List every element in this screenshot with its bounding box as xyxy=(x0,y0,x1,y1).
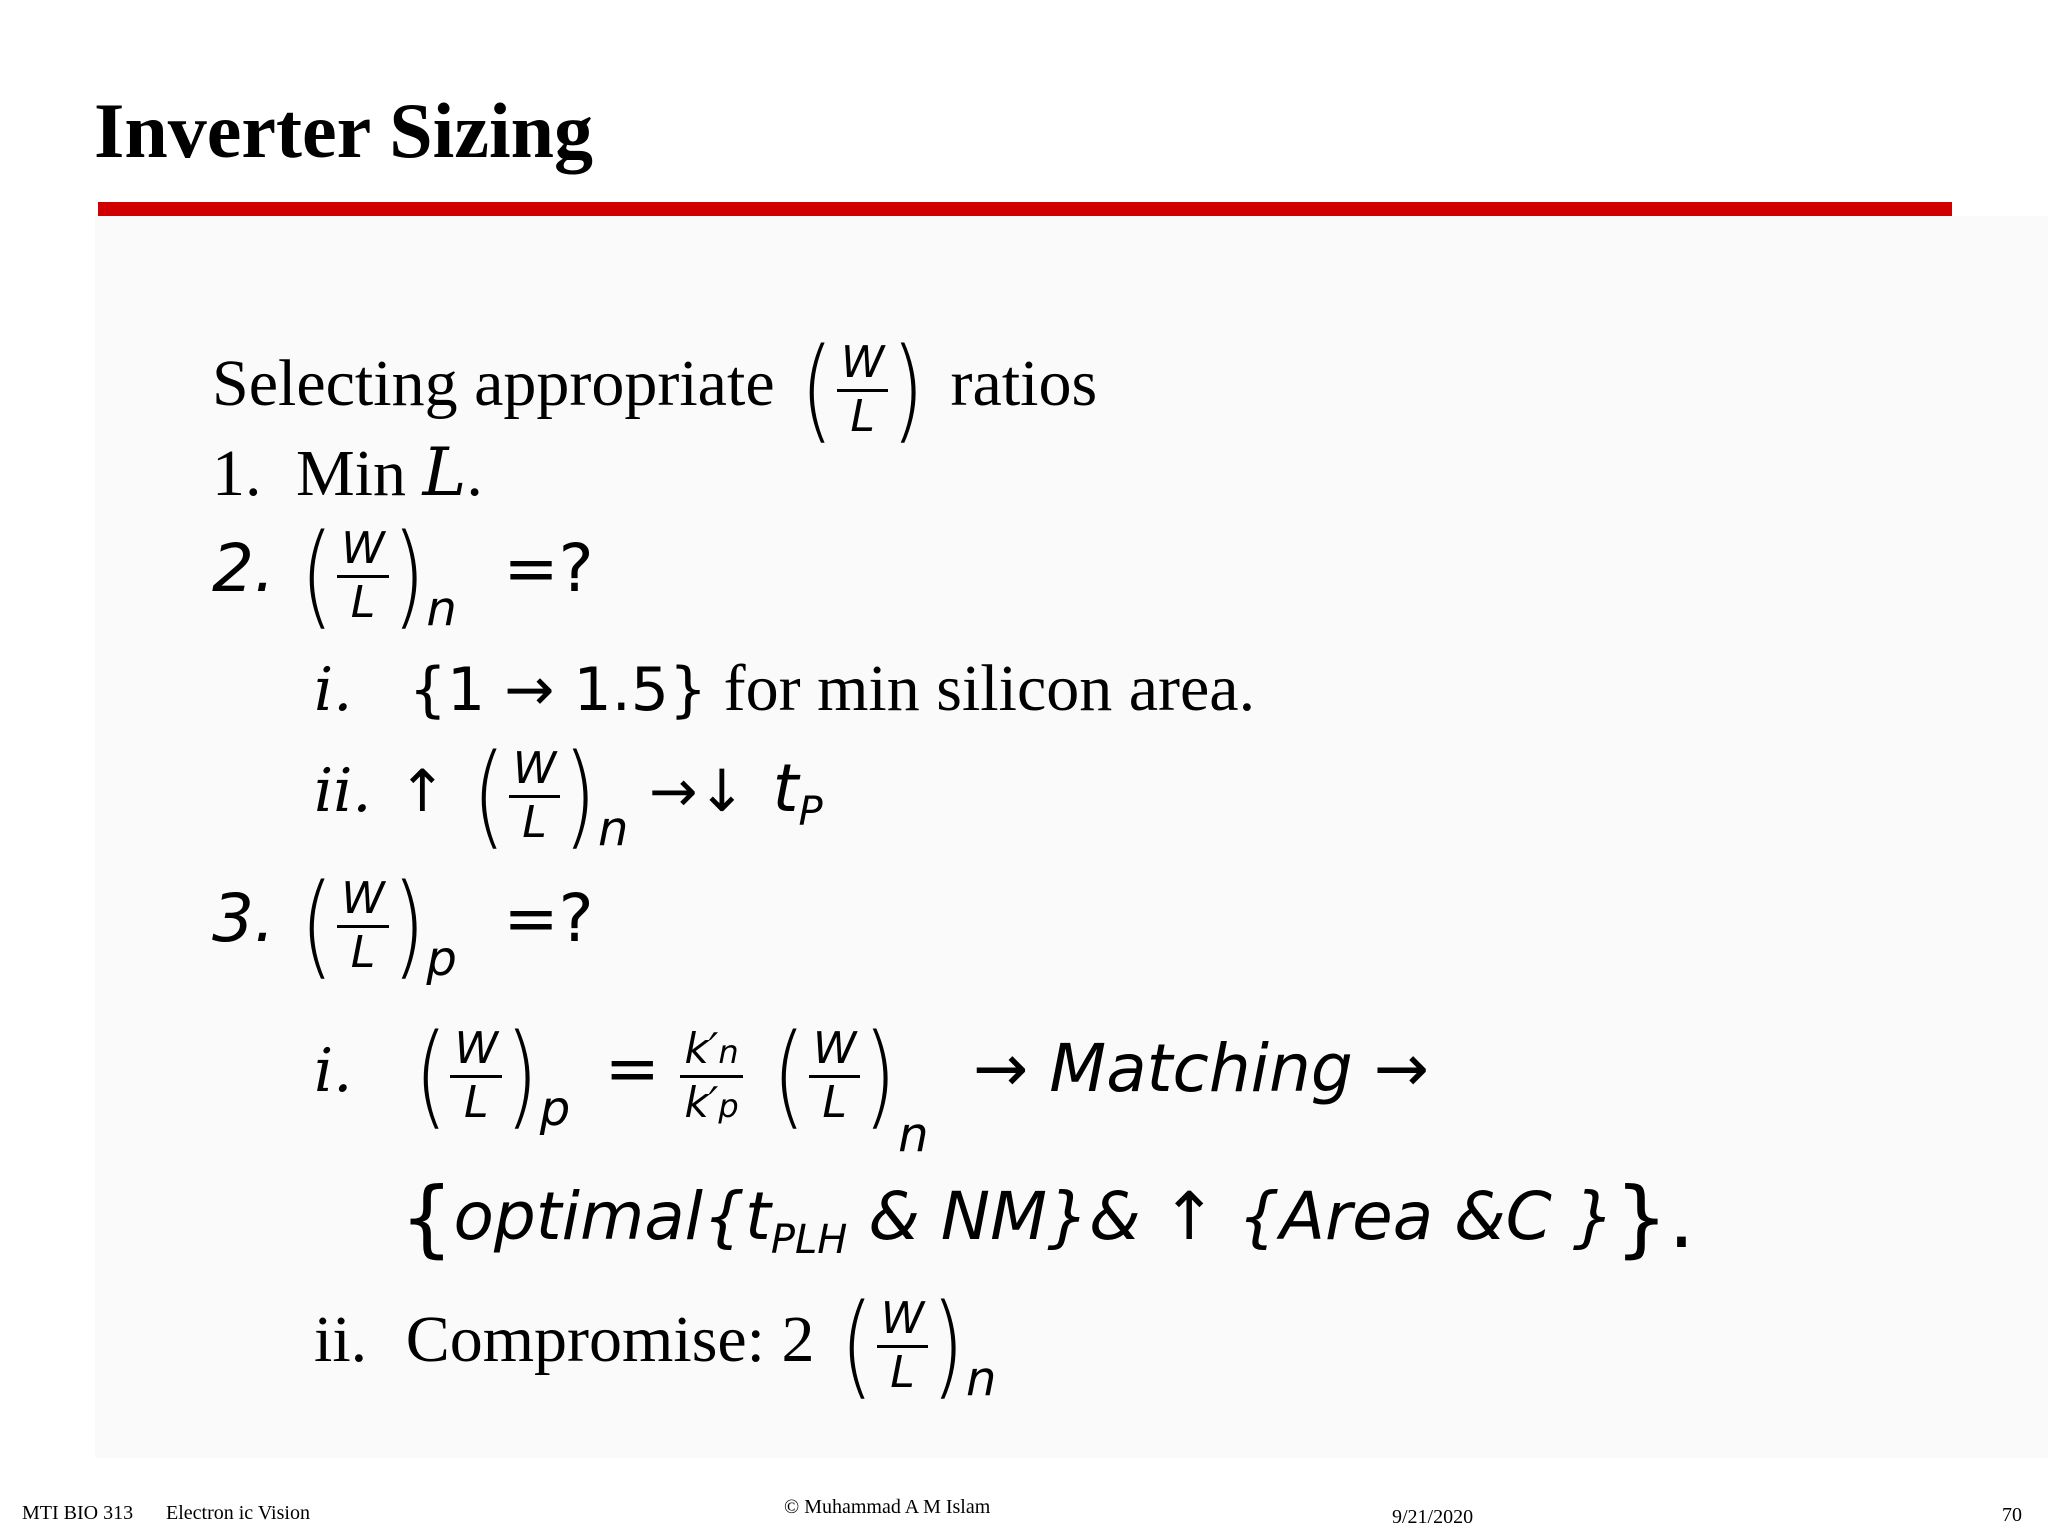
slide-title: Inverter Sizing xyxy=(94,87,594,174)
item-2-i-range: {1 → 1.5} xyxy=(408,655,708,725)
footer-author: © Muhammad A M Islam xyxy=(784,1496,991,1518)
item-3 xyxy=(212,861,594,991)
item-2-ii-arrows: →↓ xyxy=(648,757,747,826)
item-3-eq: =? xyxy=(503,880,594,958)
intro-line xyxy=(212,325,1098,455)
w-over-l-fraction: ( $\frac{W}{L}$ )$_p$ xyxy=(300,861,457,991)
item-2-ii: ii. ↑ ( $\frac{W}{L}$ )$_n$ →↓ $t_P$ xyxy=(314,731,823,861)
k-prime-ratio: $\frac{k'n}{k'p}$ xyxy=(680,1026,742,1125)
intro-suffix: ratios xyxy=(950,347,1098,421)
item-2-ii-label: ii. xyxy=(314,756,372,827)
item-2-i-suffix: for min silicon area. xyxy=(723,652,1256,725)
item-2-i xyxy=(314,652,1256,725)
w-over-l-fraction: ( $\frac{W}{L}$ )$_n$ xyxy=(300,511,457,641)
item-1-var: L xyxy=(422,434,467,511)
item-3-i-continuation: {$optimal\{t_{PLH}$ & NM}& ↑ {Area &C }}. xyxy=(400,1169,1695,1267)
item-2-eq: =? xyxy=(503,530,594,608)
item-3-i-eq: = xyxy=(604,1030,660,1108)
w-over-l-fraction: ( $\frac{W}{L}$ )$_p$ xyxy=(414,1011,571,1141)
item-2-ii-t: t xyxy=(772,750,799,828)
item-2-number: 2. xyxy=(212,530,275,608)
item-1: 1. Min L. xyxy=(212,434,483,511)
item-3-i-label: i. xyxy=(314,1036,353,1107)
w-over-l-fraction: ( $\frac{W}{L}$ )$_n$ xyxy=(772,1011,929,1164)
item-3-i xyxy=(314,1011,1429,1164)
intro-text: Selecting appropriate xyxy=(212,347,775,421)
item-2 xyxy=(212,511,594,641)
up-arrow-icon: ↑ xyxy=(397,757,447,826)
item-1-number: 1. xyxy=(212,437,262,510)
w-over-l-fraction: ( $\frac{W}{L}$ )$_n$ xyxy=(840,1281,997,1411)
item-3-ii xyxy=(314,1281,1000,1411)
item-3-ii-text: Compromise: 2 xyxy=(405,1303,815,1377)
footer-date: 9/21/2020 xyxy=(1392,1506,1474,1528)
item-3-number: 3. xyxy=(212,880,275,958)
w-over-l-fraction: ( $\frac{W}{L}$ ) xyxy=(800,325,925,455)
item-3-ii-label: ii. xyxy=(314,1303,368,1377)
w-over-l-fraction: ( $\frac{W}{L}$ )$_n$ xyxy=(472,731,629,861)
footer-course: MTI BIO 313 xyxy=(22,1502,134,1524)
item-1-text: Min xyxy=(296,437,407,510)
item-2-i-label: i. xyxy=(314,655,353,725)
matching-text: → Matching → xyxy=(972,1030,1429,1108)
title-underline xyxy=(98,202,1952,216)
footer-page-number: 70 xyxy=(2002,1504,2022,1526)
footer-topic: Electron ic Vision xyxy=(166,1502,310,1524)
